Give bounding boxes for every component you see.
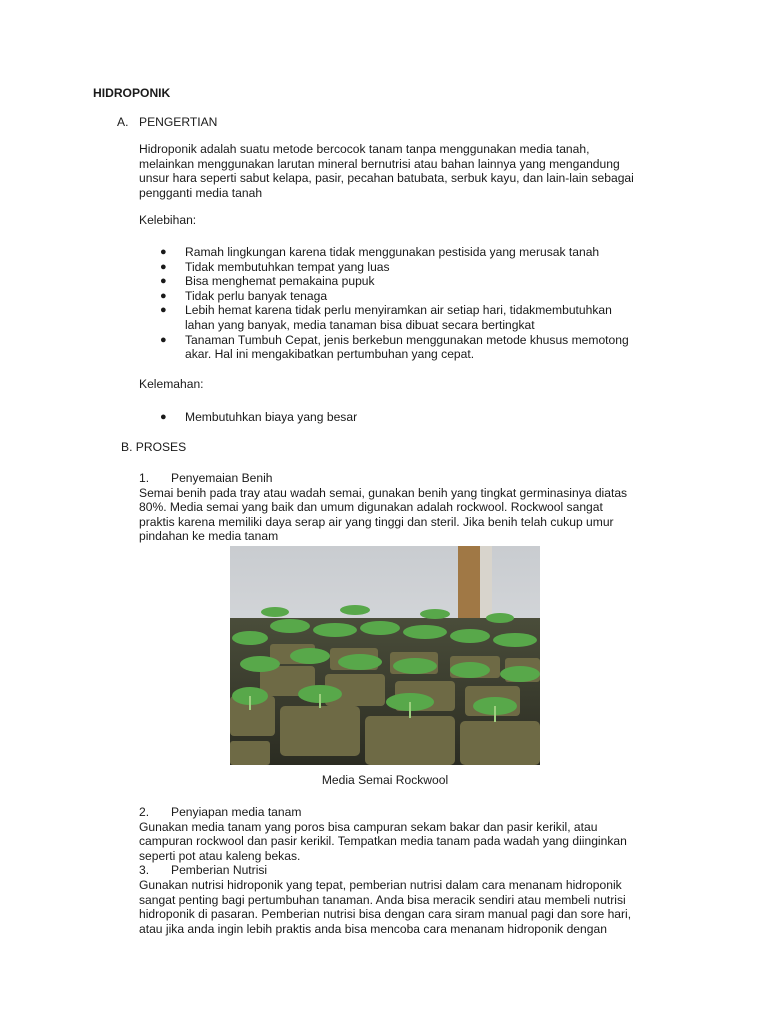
step-3-heading — [139, 863, 679, 878]
list-item-text: Ramah lingkungan karena tidak menggunakan pestisida yang merusak tanah — [185, 245, 600, 259]
step-number: 3. — [139, 863, 150, 878]
list-item — [160, 289, 680, 304]
disadvantages-label: Kelemahan: — [139, 377, 204, 391]
step-line: sangat penting bagi pertumbuhan tanaman. Anda bisa meracik sendiri atau membeli nutrisi — [139, 892, 626, 907]
list-item-text: Tidak perlu banyak tenaga — [185, 288, 328, 303]
bullet-icon: ● — [160, 333, 167, 346]
document-title: HIDROPONIK — [93, 86, 171, 100]
step-line: 80%. Media semai yang baik dan umum digunakan adalah rockwool. Rockwool sangat — [139, 500, 603, 515]
step-line: praktis karena memiliki daya serap air yang tinggi dan steril. Jika benih telah cukup umur — [139, 514, 614, 529]
section-b-heading: B. PROSES — [121, 440, 187, 454]
intro-line: melainkan menggunakan larutan mineral bernutrisi atau bahan lainnya yang mengandung — [139, 156, 620, 171]
step-1 — [139, 471, 679, 544]
step-number: 1. — [139, 471, 150, 485]
step-line: seperti pot atau kaleng bekas. — [139, 848, 301, 863]
step-2 — [139, 805, 679, 936]
step-2-heading — [139, 805, 679, 820]
section-a-title: PENGERTIAN — [139, 115, 218, 129]
rockwool-seedling-photo — [230, 546, 540, 765]
step-1-heading — [139, 471, 679, 486]
advantages-list — [160, 245, 680, 362]
intro-line: pengganti media tanah — [139, 185, 263, 200]
list-item-text: lahan yang banyak, media tanaman bisa dibuat secara bertingkat — [185, 317, 535, 332]
list-item-text: akar. Hal ini mengakibatkan pertumbuhan yang cepat. — [185, 347, 475, 362]
bullet-icon: ● — [160, 246, 167, 258]
intro-line: Hidroponik adalah suatu metode bercocok tanam tanpa menggunakan media tanah, — [139, 142, 590, 156]
intro-line: unsur hara seperti sabut kelapa, pasir, pecahan batubata, serbuk kayu, dan lain-lain sebagai — [139, 171, 634, 186]
section-a-label: A. — [117, 115, 129, 129]
bullet-icon: ● — [160, 260, 167, 273]
seedling-tray-image — [230, 546, 540, 765]
list-item-text: Tidak membutuhkan tempat yang luas — [185, 259, 390, 274]
list-item-text: Membutuhkan biaya yang besar — [185, 410, 358, 424]
intro-paragraph — [139, 142, 699, 200]
step-number: 2. — [139, 805, 150, 819]
step-line: campuran rockwool dan pasir kerikil. Tempatkan media tanam pada wadah yang diinginkan — [139, 834, 627, 849]
list-item — [160, 303, 680, 332]
bullet-icon: ● — [160, 411, 167, 423]
bullet-icon: ● — [160, 275, 167, 288]
step-line: atau jika anda ingin lebih praktis anda bisa mencoba cara menanam hidroponik dengan — [139, 921, 607, 936]
section-a-heading — [117, 115, 217, 130]
step-line: pindahan ke media tanam — [139, 529, 279, 544]
bullet-icon: ● — [160, 289, 167, 302]
step-line: Semai benih pada tray atau wadah semai, gunakan benih yang tingkat germinasinya diatas — [139, 485, 628, 500]
step-line: Gunakan media tanam yang poros bisa campuran sekam bakar dan pasir kerikil, atau — [139, 819, 598, 834]
list-item — [160, 274, 680, 289]
list-item — [160, 333, 680, 362]
photo-caption: Media Semai Rockwool — [321, 773, 449, 787]
disadvantages-list — [160, 410, 680, 425]
step-line: Gunakan nutrisi hidroponik yang tepat, pemberian nutrisi dalam cara menanam hidroponik — [139, 877, 622, 892]
bullet-icon: ● — [160, 304, 167, 317]
advantages-label: Kelebihan: — [139, 213, 197, 227]
list-item-text: Lebih hemat karena tidak perlu menyiramkan air setiap hari, tidakmembutuhkan — [185, 303, 612, 318]
step-title: Pemberian Nutrisi — [171, 863, 268, 878]
list-item-text: Bisa menghemat pemakaina pupuk — [185, 274, 375, 289]
step-title: Penyiapan media tanam — [171, 805, 302, 819]
list-item — [160, 410, 680, 425]
step-line: hidroponik di pasaran. Pemberian nutrisi bisa dengan cara siram manual pagi dan sore hari, — [139, 907, 632, 922]
list-item — [160, 245, 680, 260]
list-item — [160, 260, 680, 275]
step-title: Penyemaian Benih — [171, 471, 273, 485]
list-item-text: Tanaman Tumbuh Cepat, jenis berkebun menggunakan metode khusus memotong — [185, 332, 629, 347]
